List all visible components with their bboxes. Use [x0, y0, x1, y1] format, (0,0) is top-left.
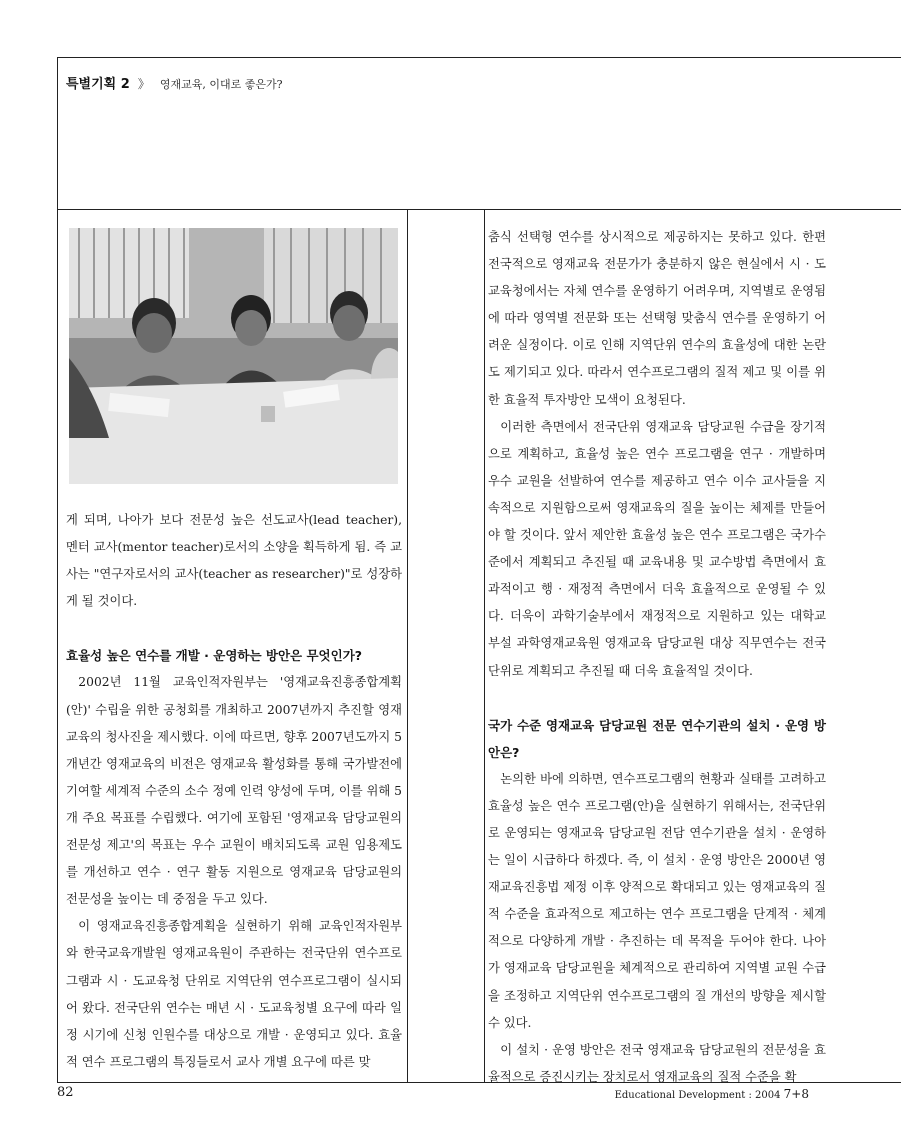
header-bottom-rule [57, 209, 901, 210]
journal-footer [615, 1087, 809, 1101]
journal-name: Educational Development : 2004 [614, 1090, 781, 1101]
left-border-rule [57, 57, 58, 1083]
section-header [66, 73, 282, 92]
page-number: 82 [57, 1085, 74, 1100]
body-paragraph: 논의한 바에 의하면, 연수프로그램의 현황과 실태를 고려하고 효율성 높은 연수 프로그램(안)을 실현하기 위해서는, 전국단위로 운영되는 영재교육 담당교원 전담 연수기관을 설치 · 운영하는 일이 시급하다 하겠다. 즉, 이 설치 · 운영 방안은 2000년 영재교육진흥법 제정 이후 양적으로 확대되고 있는 영재교육의 질적 수준을 효과적으로 제고하는 연수 프로그램을 단계적 · 체계적으로 다양하게 개발 · 추진하는 데 목적을 두어야 한다. 나아가 영재교육 담당교원을 체계적으로 관리하여 지역별 교원 수급을 조정하고 지역단위 연수프로그램의 질 개선의 방향을 제시할 수 있다. [488, 771, 826, 1030]
column-divider-left [407, 210, 408, 1083]
body-paragraph: 이 설치 · 운영 방안은 전국 영재교육 담당교원의 전문성을 효율적으로 증진시키는 장치로서 영재교육의 질적 수준을 확 [488, 1042, 826, 1084]
meeting-photo [69, 228, 398, 484]
body-paragraph: 게 되며, 나아가 보다 전문성 높은 선도교사(lead teacher), 멘터 교사(mentor teacher)로서의 소양을 획득하게 됨. 즉 교사는 "연구자로서의 교사(teacher as researcher)"로 성장하게 될 것이다. [66, 513, 402, 609]
section-heading: 효율성 높은 연수를 개발 · 운영하는 방안은 무엇인가? [66, 648, 363, 664]
column-divider-right [484, 210, 485, 1083]
body-paragraph: 춤식 선택형 연수를 상시적으로 제공하지는 못하고 있다. 한편 전국적으로 영재교육 전문가가 충분하지 않은 현실에서 시 · 도교육청에서는 자체 연수를 운영하기 어려우며, 지역별로 운영됨에 따라 영역별 전문화 또는 선택형 맞춤식 연수를 운영하기 어려운 실정이다. 이로 인해 지역단위 연수의 효율성에 대한 논란도 제기되고 있다. 따라서 연수프로그램의 질적 제고 및 이를 위한 효율적 투자방안 모색이 요청된다. [488, 230, 826, 407]
body-paragraph: 이 영재교육진흥종합계획을 실현하기 위해 교육인적자원부와 한국교육개발원 영재교육원이 주관하는 전국단위 연수프로그램과 시 · 도교육청 단위로 지역단위 연수프로그램이 실시되어 왔다. 전국단위 연수는 매년 시 · 도교육청별 요구에 따라 일정 시기에 신청 인원수를 대상으로 개발 · 운영되고 있다. 효율적 연수 프로그램의 특징들로서 교사 개별 요구에 따른 맞 [66, 919, 402, 1069]
chevron-icon: 》 [137, 77, 150, 91]
body-paragraph: 2002년 11월 교육인적자원부는 '영재교육진흥종합계획(안)' 수립을 위한 공청회를 개최하고 2007년까지 추진할 영재교육의 청사진을 제시했다. 이에 따르면, 향후 2007년도까지 5개년간 영재교육의 비전은 영재교육 활성화를 통해 국가발전에 기여할 세계적 수준의 소수 정예 인력 양성에 두며, 이를 위해 5개 주요 목표를 수립했다. 여기에 포함된 '영재교육 담당교원의 전문성 제고'의 목표는 우수 교원이 배치되도록 교원 임용제도를 개선하고 연수 · 연구 활동 지원으로 영재교육 담당교원의 전문성을 높이는 데 중점을 두고 있다. [66, 675, 402, 907]
section-heading: 국가 수준 영재교육 담당교원 전문 연수기관의 설치 · 운영 방안은? [488, 717, 826, 760]
body-paragraph: 이러한 측면에서 전국단위 영재교육 담당교원 수급을 장기적으로 계획하고, 효율성 높은 연수 프로그램을 연구 · 개발하며 우수 교원을 선발하여 연수를 제공하고 연수 이수 교사들을 지속적으로 지원함으로써 영재교육의 질을 높이는 체제를 만들어야 할 것이다. 앞서 제안한 효율성 높은 연수 프로그램은 국가수준에서 계획되고 추진될 때 교육내용 및 교수방법 측면에서 효과적이고 행 · 재정적 측면에서 더욱 효율적으로 운영될 수 있다. 더욱이 과학기술부에서 재정적으로 지원하고 있는 대학교 부설 과학영재교육원 영재교육 담당교원 대상 직무연수는 전국단위로 계획되고 추진될 때 더욱 효율적일 것이다. [488, 419, 826, 678]
right-column [488, 224, 826, 1091]
left-column [66, 507, 402, 1076]
top-rule [57, 57, 901, 58]
series-label: 특별기획 2 [66, 77, 130, 92]
issue-number: 7+8 [783, 1087, 809, 1101]
topic-title: 영재교육, 이대로 좋은가? [159, 78, 283, 91]
